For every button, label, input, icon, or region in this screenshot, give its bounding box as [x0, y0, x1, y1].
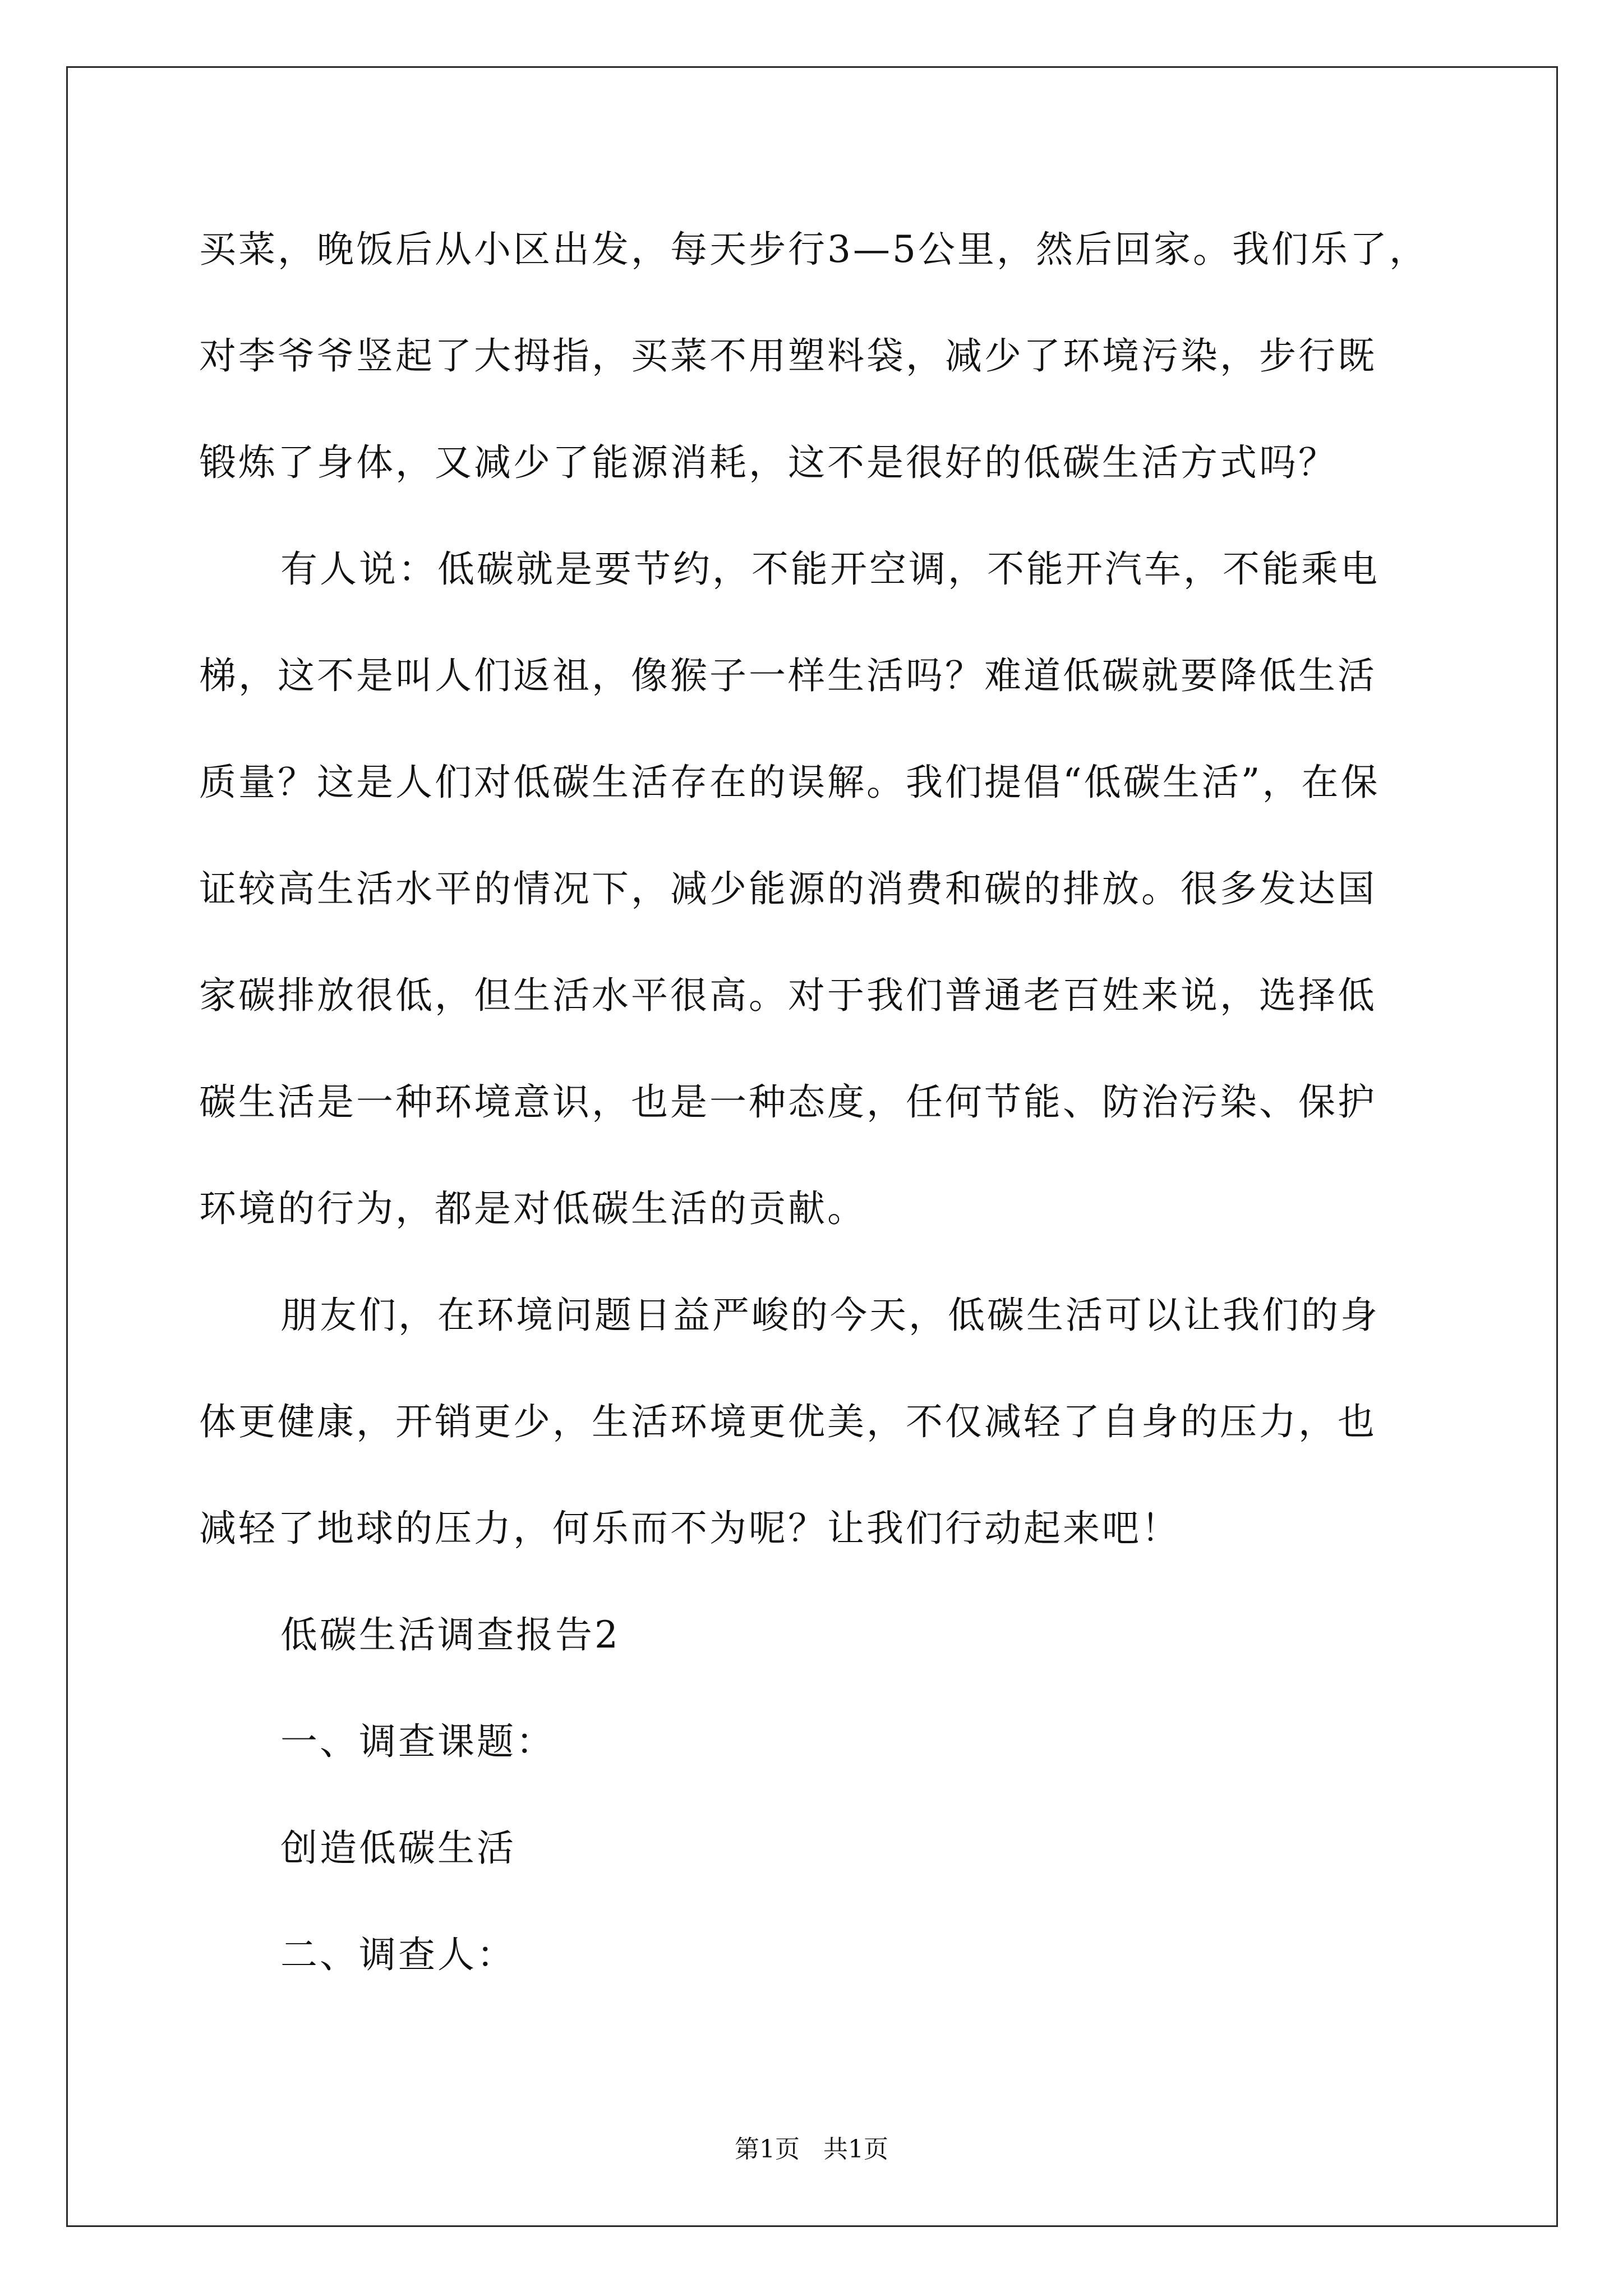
text-line: 质量？这是人们对低碳生活存在的误解。我们提倡“低碳生活”，在保	[199, 761, 1380, 804]
section-heading: 二、调查人：	[280, 1933, 516, 1976]
text-line: 减轻了地球的压力，何乐而不为呢？让我们行动起来吧！	[199, 1507, 1181, 1550]
section-content: 创造低碳生活	[280, 1826, 516, 1870]
text-line: 锻炼了身体，又减少了能源消耗，这不是很好的低碳生活方式吗？	[199, 441, 1338, 484]
paragraph-start: 有人说：低碳就是要节约，不能开空调，不能开汽车，不能乘电	[280, 547, 1380, 591]
section-title: 低碳生活调查报告2	[280, 1613, 620, 1657]
text-line: 梯，这不是叫人们返祖，像猴子一样生活吗？难道低碳就要降低生活	[199, 654, 1377, 697]
section-heading: 一、调查课题：	[280, 1720, 555, 1763]
text-line: 碳生活是一种环境意识，也是一种态度，任何节能、防治污染、保护	[199, 1080, 1377, 1124]
page-border	[66, 66, 1558, 2227]
text-line: 证较高生活水平的情况下，减少能源的消费和碳的排放。很多发达国	[199, 867, 1377, 910]
text-line: 对李爷爷竖起了大拇指，买菜不用塑料袋，减少了环境污染，步行既	[199, 334, 1377, 378]
page-footer: 第1页 共1页	[735, 2135, 888, 2164]
paragraph-start: 朋友们，在环境问题日益严峻的今天，低碳生活可以让我们的身	[280, 1294, 1380, 1337]
text-line: 体更健康，开销更少，生活环境更优美，不仅减轻了自身的压力，也	[199, 1400, 1377, 1443]
text-line: 买菜，晚饭后从小区出发，每天步行3—5公里，然后回家。我们乐了，	[199, 228, 1428, 271]
text-line: 家碳排放很低，但生活水平很高。对于我们普通老百姓来说，选择低	[199, 974, 1377, 1017]
text-line: 环境的行为，都是对低碳生活的贡献。	[199, 1187, 866, 1230]
